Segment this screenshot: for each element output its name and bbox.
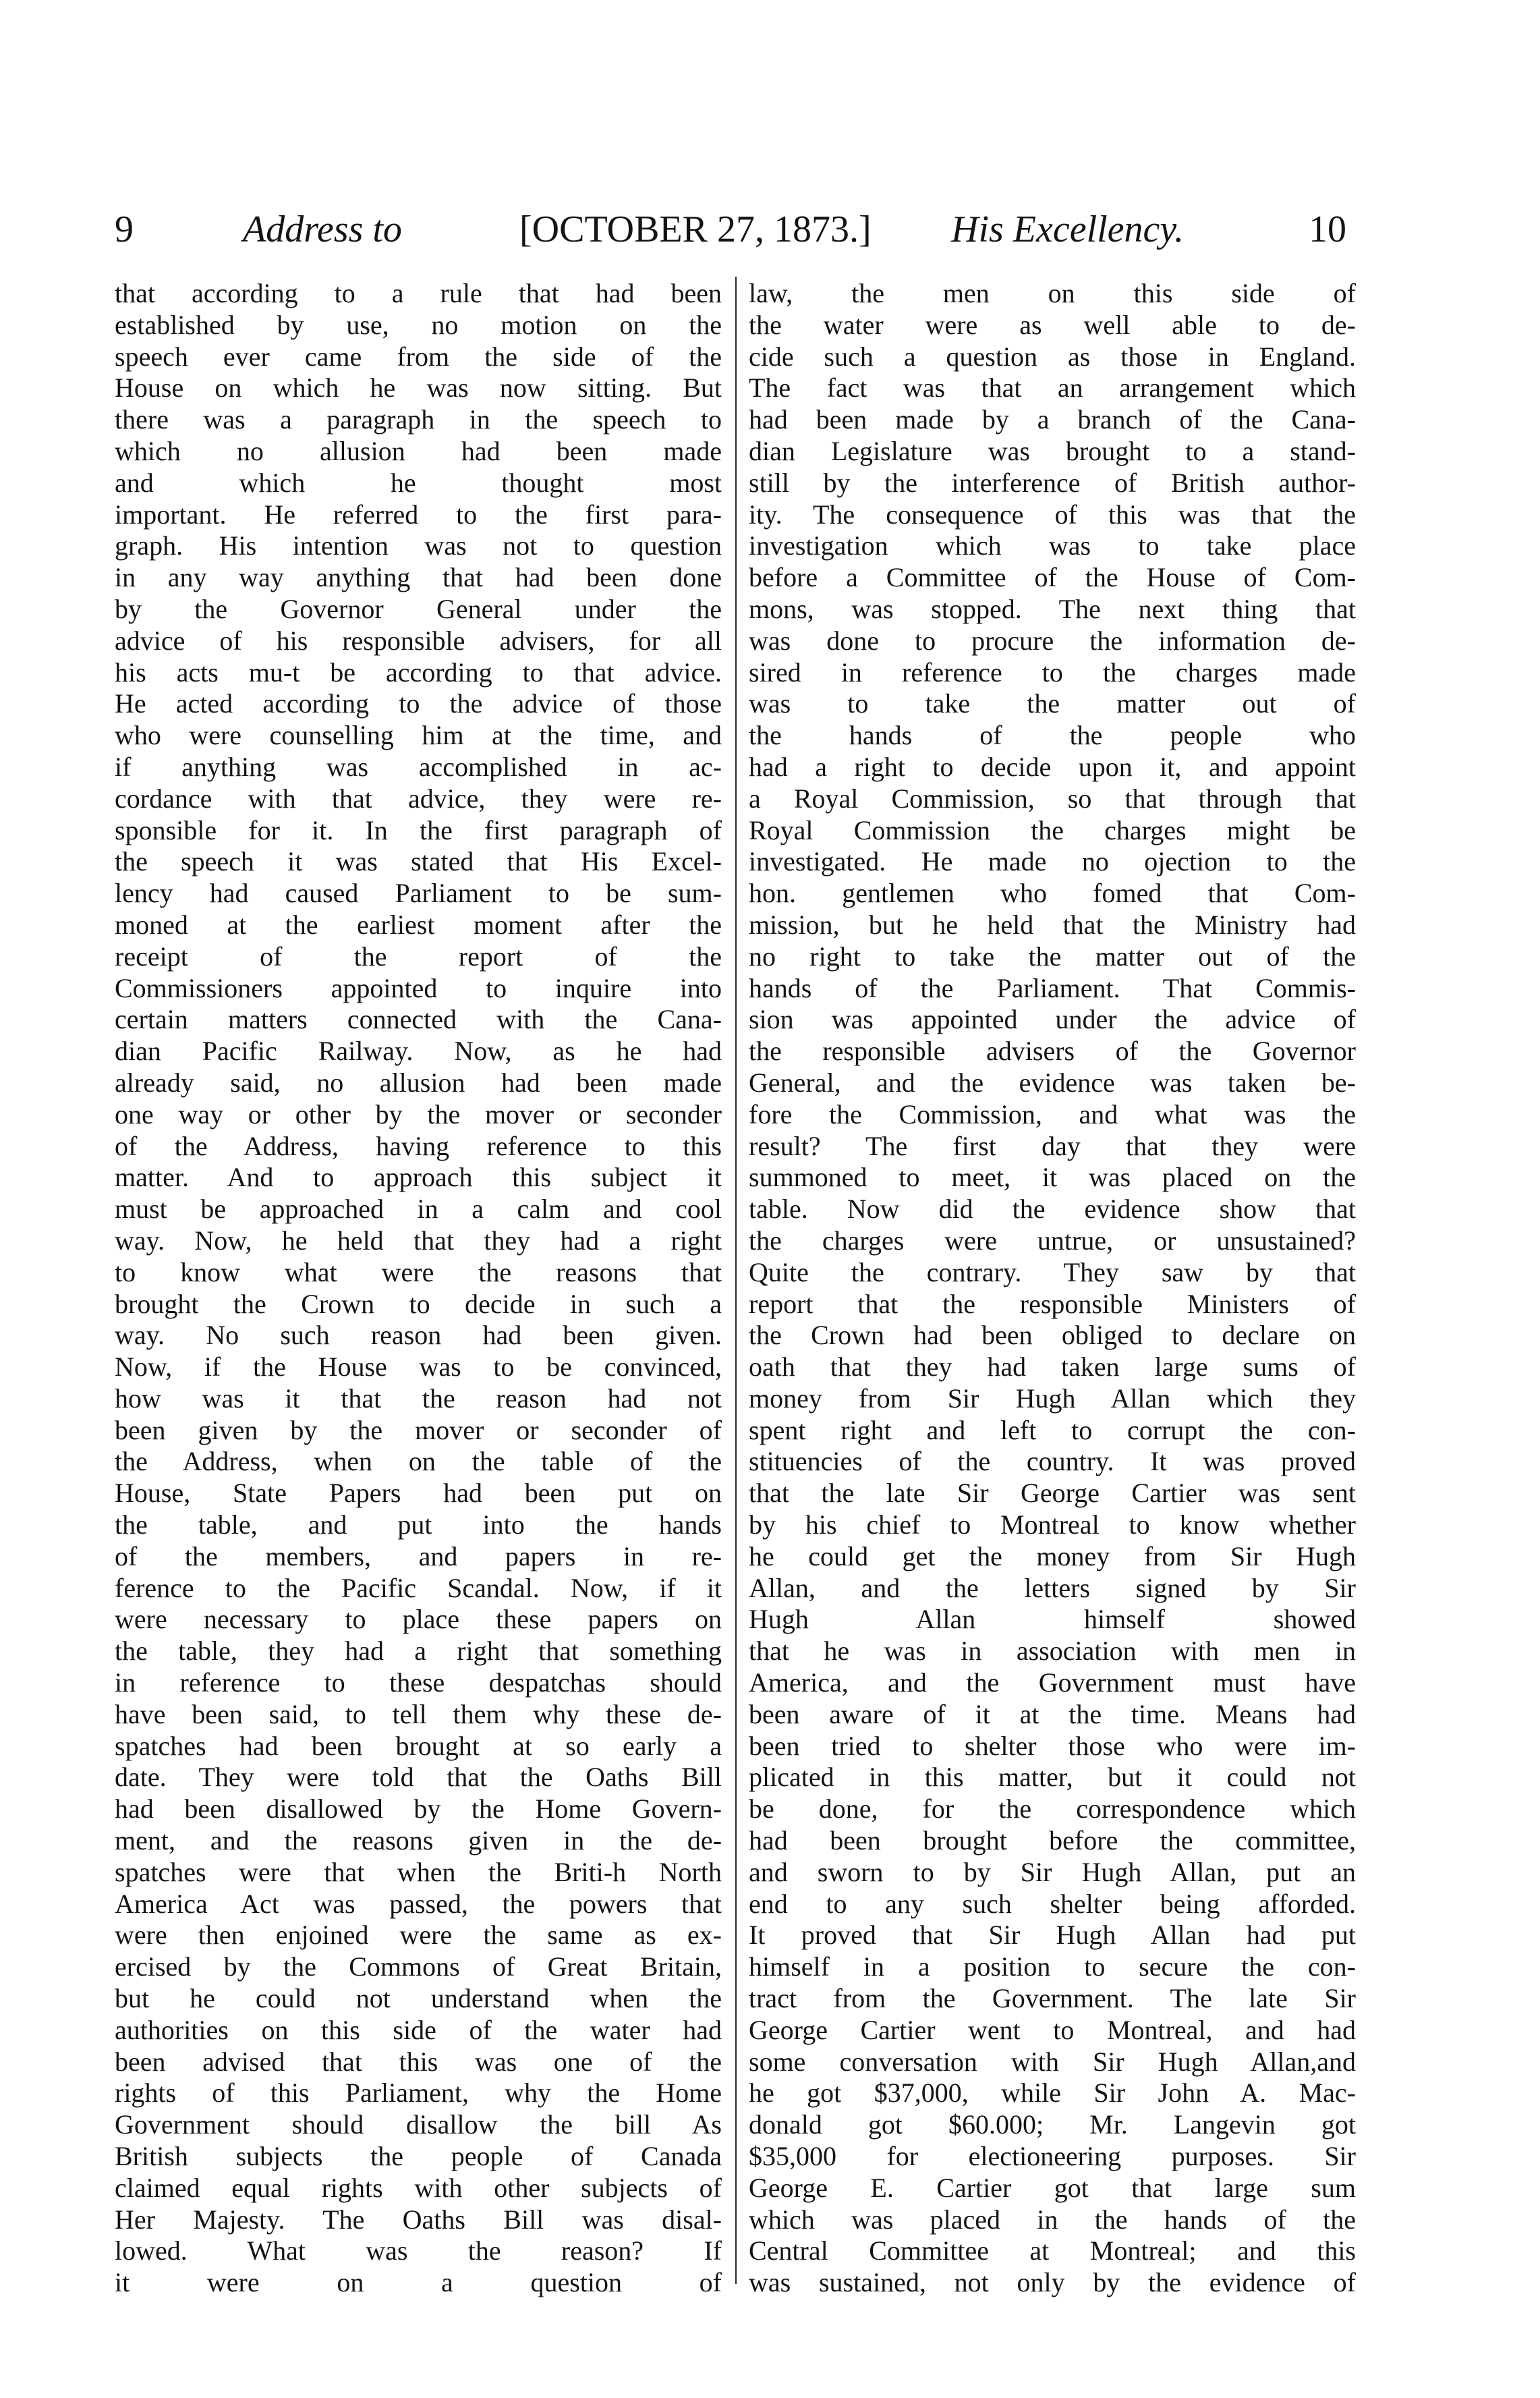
text-line: of the Address, having reference to this [115,1130,722,1161]
text-line: of the members, and papers in re- [115,1540,722,1571]
text-line: how was it that the reason had not [115,1383,722,1414]
text-line: America, and the Government must have [749,1667,1356,1698]
text-line: fore the Commission, and what was the [749,1098,1356,1130]
text-line: his acts mu-t be according to that advice. [115,657,722,688]
text-line: were necessary to place these papers on [115,1604,722,1635]
text-line: brought the Crown to decide in such a [115,1288,722,1319]
text-line: the Crown had been obliged to declare on [749,1320,1356,1351]
text-line: summoned to meet, it was placed on the [749,1162,1356,1193]
text-line: lowed. What was the reason? If [115,2235,722,2266]
text-line: the Address, when on the table of the [115,1446,722,1477]
text-line: authorities on this side of the water had [115,2014,722,2045]
text-line: and sworn to by Sir Hugh Allan, put an [749,1856,1356,1887]
text-line: stituencies of the country. It was proved [749,1446,1356,1477]
text-line: Her Majesty. The Oaths Bill was disal- [115,2204,722,2235]
text-line: ity. The consequence of this was that the [749,499,1356,530]
text-line: investigated. He made no ojection to the [749,846,1356,877]
text-line: dian Legislature was brought to a stand- [749,435,1356,466]
text-line: mission, but he held that the Ministry had [749,909,1356,940]
text-line: the charges were untrue, or unsustained? [749,1225,1356,1256]
text-line: sion was appointed under the advice of [749,1004,1356,1035]
text-line: some conversation with Sir Hugh Allan,and [749,2046,1356,2077]
text-line: cordance with that advice, they were re- [115,783,722,814]
text-line: speech ever came from the side of the [115,341,722,372]
text-line: mons, was stopped. The next thing that [749,593,1356,624]
text-line: advice of his responsible advisers, for all [115,625,722,656]
text-line: been tried to shelter those who were im- [749,1730,1356,1761]
text-line: the table, they had a right that something [115,1636,722,1667]
text-line: way. Now, he held that they had a right [115,1225,722,1256]
text-line: investigation which was to take place [749,530,1356,561]
text-line: to know what were the reasons that [115,1256,722,1287]
left-text-column [115,278,722,2299]
text-line: if anything was accomplished in ac- [115,751,722,782]
text-line: certain matters connected with the Cana- [115,1004,722,1035]
text-line: table. Now did the evidence show that [749,1194,1356,1225]
text-line: one way or other by the mover or seconder [115,1098,722,1130]
text-line: the table, and put into the hands [115,1509,722,1540]
text-line: Hugh Allan himself showed [749,1604,1356,1635]
text-line: Central Committee at Montreal; and this [749,2235,1356,2266]
text-line: was sustained, not only by the evidence of [749,2267,1356,2298]
text-line: Government should disallow the bill As [115,2109,722,2140]
text-line: way. No such reason had been given. [115,1320,722,1351]
text-line: plicated in this matter, but it could not [749,1762,1356,1793]
text-line: was done to procure the information de- [749,625,1356,656]
text-line: which no allusion had been made [115,435,722,466]
text-line: House, State Papers had been put on [115,1478,722,1509]
text-line: hon. gentlemen who fomed that Com- [749,878,1356,909]
text-line: spatches were that when the Briti-h North [115,1856,722,1887]
text-line: ference to the Pacific Scandal. Now, if it [115,1572,722,1603]
text-line: by his chief to Montreal to know whether [749,1509,1356,1540]
text-line: Commissioners appointed to inquire into [115,972,722,1003]
text-line: been aware of it at the time. Means had [749,1698,1356,1729]
text-line: important. He referred to the first para- [115,499,722,530]
text-line: a Royal Commission, so that through that [749,783,1356,814]
text-line: established by use, no motion on the [115,309,722,340]
text-line: already said, no allusion had been made [115,1067,722,1098]
text-line: $35,000 for electioneering purposes. Sir [749,2141,1356,2172]
text-line: Now, if the House was to be convinced, [115,1351,722,1383]
text-line: had been disallowed by the Home Govern- [115,1793,722,1824]
text-line: and which he thought most [115,467,722,498]
text-line: Allan, and the letters signed by Sir [749,1572,1356,1603]
text-line: tract from the Government. The late Sir [749,1983,1356,2014]
page-header [115,202,1363,256]
text-line: spent right and left to corrupt the con- [749,1414,1356,1445]
text-line: It proved that Sir Hugh Allan had put [749,1920,1356,1951]
text-line: which was placed in the hands of the [749,2204,1356,2235]
text-line: had been brought before the committee, [749,1825,1356,1856]
text-line: the responsible advisers of the Governor [749,1036,1356,1067]
text-line: ment, and the reasons given in the de- [115,1825,722,1856]
text-line: George Cartier went to Montreal, and had [749,2014,1356,2045]
text-line: were then enjoined were the same as ex- [115,1920,722,1951]
text-line: he got $37,000, while Sir John A. Mac- [749,2078,1356,2109]
text-line: Royal Commission the charges might be [749,814,1356,845]
text-line: by the Governor General under the [115,593,722,624]
text-line: no right to take the matter out of the [749,941,1356,972]
text-line: claimed equal rights with other subjects of [115,2172,722,2203]
text-line: been advised that this was one of the [115,2046,722,2077]
text-line: there was a paragraph in the speech to [115,404,722,435]
text-line: ercised by the Commons of Great Britain, [115,1951,722,1982]
text-line: General, and the evidence was taken be- [749,1067,1356,1098]
text-line: was to take the matter out of [749,688,1356,719]
text-line: sponsible for it. In the first paragraph of [115,814,722,845]
left-running-title: Address to [243,208,402,250]
header-date: [OCTOBER 27, 1873.] [519,208,872,250]
text-line: House on which he was now sitting. But [115,372,722,403]
text-line: report that the responsible Ministers of [749,1288,1356,1319]
text-line: America Act was passed, the powers that [115,1888,722,1919]
text-line: moned at the earliest moment after the [115,909,722,940]
text-line: money from Sir Hugh Allan which they [749,1383,1356,1414]
text-line: in reference to these despatchas should [115,1667,722,1698]
text-line: himself in a position to secure the con- [749,1951,1356,1982]
text-line: it were on a question of [115,2267,722,2298]
right-running-title: His Excellency. [951,208,1185,250]
text-line: had been made by a branch of the Cana- [749,404,1356,435]
text-line: be done, for the correspondence which [749,1793,1356,1824]
text-line: that he was in association with men in [749,1636,1356,1667]
text-line: have been said, to tell them why these de- [115,1698,722,1729]
text-line: lency had caused Parliament to be sum- [115,878,722,909]
text-line: graph. His intention was not to question [115,530,722,561]
text-line: sired in reference to the charges made [749,657,1356,688]
text-line: spatches had been brought at so early a [115,1730,722,1761]
left-page-number: 9 [115,208,134,250]
text-line: end to any such shelter being afforded. [749,1888,1356,1919]
text-line: who were counselling him at the time, and [115,720,722,751]
text-line: oath that they had taken large sums of [749,1351,1356,1383]
text-line: He acted according to the advice of those [115,688,722,719]
text-line: rights of this Parliament, why the Home [115,2078,722,2109]
text-line: had a right to decide upon it, and appoint [749,751,1356,782]
text-line: British subjects the people of Canada [115,2141,722,2172]
text-line: law, the men on this side of [749,278,1356,308]
text-line: date. They were told that the Oaths Bill [115,1762,722,1793]
text-line: but he could not understand when the [115,1983,722,2014]
right-text-column [749,278,1356,2299]
text-line: the hands of the people who [749,720,1356,751]
text-line: receipt of the report of the [115,941,722,972]
right-page-number: 10 [1309,208,1346,250]
text-line: before a Committee of the House of Com- [749,562,1356,593]
text-line: hands of the Parliament. That Commis- [749,972,1356,1003]
text-line: in any way anything that had been done [115,562,722,593]
text-line: matter. And to approach this subject it [115,1162,722,1193]
text-line: that the late Sir George Cartier was sent [749,1478,1356,1509]
text-line: the speech it was stated that His Excel- [115,846,722,877]
text-line: must be approached in a calm and cool [115,1194,722,1225]
text-line: donald got $60.000; Mr. Langevin got [749,2109,1356,2140]
text-line: he could get the money from Sir Hugh [749,1540,1356,1571]
text-line: that according to a rule that had been [115,278,722,308]
text-line: Quite the contrary. They saw by that [749,1256,1356,1287]
column-divider [735,277,737,2284]
text-line: the water were as well able to de- [749,309,1356,340]
text-line: The fact was that an arrangement which [749,372,1356,403]
text-line: George E. Cartier got that large sum [749,2172,1356,2203]
text-line: result? The first day that they were [749,1130,1356,1161]
text-line: dian Pacific Railway. Now, as he had [115,1036,722,1067]
text-line: still by the interference of British author- [749,467,1356,498]
text-line: cide such a question as those in England. [749,341,1356,372]
text-line: been given by the mover or seconder of [115,1414,722,1445]
